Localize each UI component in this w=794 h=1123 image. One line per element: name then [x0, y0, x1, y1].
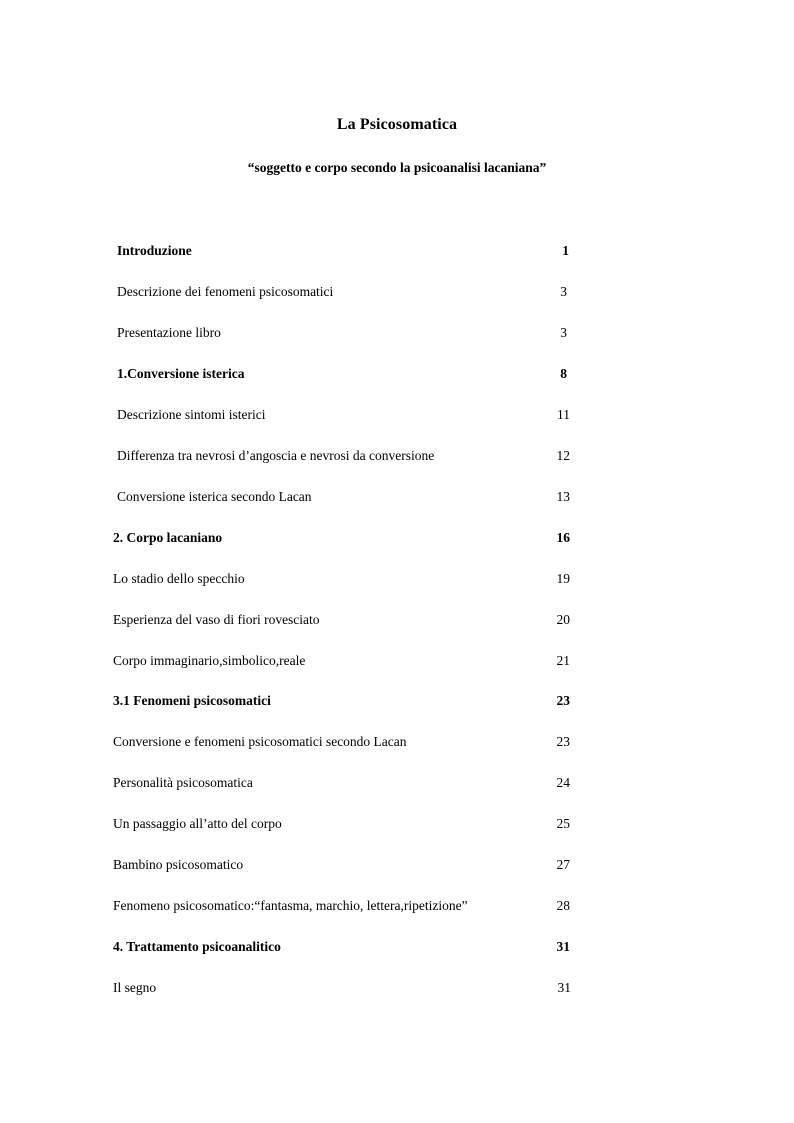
toc-entry-passaggio-atto [113, 814, 570, 834]
toc-entry-presentazione-libro [117, 323, 567, 343]
toc-entry-vaso-fiori [113, 610, 570, 630]
toc-entry-label: Corpo immaginario,simbolico,reale [113, 653, 306, 668]
toc-entry-page: 23 [556, 734, 570, 749]
toc-entry-page: 23 [556, 693, 570, 708]
toc-entry-label: Presentazione libro [117, 325, 221, 340]
toc-entry-label: Conversione e fenomeni psicosomatici secondo Lacan [113, 734, 407, 749]
toc-entry-descrizione-fenomeni [117, 282, 567, 302]
toc-entry-label: 3.1 Fenomeni psicosomatici [113, 693, 271, 708]
toc-entry-label: Lo stadio dello specchio [113, 571, 245, 586]
toc-entry-trattamento-psicoanalitico [113, 937, 570, 957]
toc-entry-stadio-specchio [113, 569, 570, 589]
toc-entry-fantasma-marchio [113, 896, 570, 916]
toc-entry-label: Un passaggio all’atto del corpo [113, 816, 282, 831]
document-title: La Psicosomatica [336, 116, 458, 133]
toc-entry-page: 3 [560, 325, 567, 340]
toc-entry-conversione-lacan [117, 487, 570, 507]
toc-entry-page: 31 [557, 980, 571, 995]
toc-entry-page: 20 [556, 612, 570, 627]
toc-entry-page: 31 [556, 939, 570, 954]
toc-entry-page: 25 [556, 816, 570, 831]
toc-entry-sintomi-isterici [117, 405, 570, 425]
toc-entry-label: 1.Conversione isterica [117, 366, 245, 381]
toc-entry-page: 27 [556, 857, 570, 872]
toc-entry-il-segno [113, 978, 571, 998]
toc-entry-page: 1 [562, 243, 569, 258]
document-subtitle: “soggetto e corpo secondo la psicoanalisi lacaniana” [247, 160, 547, 175]
toc-entry-label: Introduzione [117, 243, 192, 258]
toc-entry-page: 3 [560, 284, 567, 299]
toc-entry-label: Fenomeno psicosomatico:“fantasma, marchio, lettera,ripetizione” [113, 898, 468, 913]
toc-entry-label: Descrizione sintomi isterici [117, 407, 266, 422]
toc-entry-page: 12 [556, 448, 570, 463]
toc-entry-conversione-isterica [117, 364, 567, 384]
toc-entry-page: 11 [557, 407, 570, 422]
toc-entry-page: 16 [556, 530, 570, 545]
toc-entry-page: 13 [556, 489, 570, 504]
toc-entry-conversione-fenomeni-lacan [113, 732, 570, 752]
toc-entry-page: 24 [556, 775, 570, 790]
toc-entry-bambino-psicosomatico [113, 855, 570, 875]
toc-entry-page: 19 [556, 571, 570, 586]
toc-entry-label: Descrizione dei fenomeni psicosomatici [117, 284, 334, 299]
toc-entry-corpo-immaginario [113, 651, 570, 671]
toc-entry-label: 2. Corpo lacaniano [113, 530, 223, 545]
toc-entry-page: 28 [556, 898, 570, 913]
toc-entry-label: Conversione isterica secondo Lacan [117, 489, 312, 504]
toc-entry-fenomeni-psicosomatici [113, 691, 570, 711]
toc-entry-page: 8 [560, 366, 567, 381]
toc-entry-differenza-nevrosi [117, 446, 570, 466]
toc-entry-personalita-psicosomatica [113, 773, 570, 793]
toc-entry-label: Differenza tra nevrosi d’angoscia e nevrosi da conversione [117, 448, 435, 463]
toc-entry-label: Esperienza del vaso di fiori rovesciato [113, 612, 320, 627]
toc-entry-introduzione [117, 241, 569, 261]
toc-entry-label: Personalità psicosomatica [113, 775, 253, 790]
toc-entry-label: Bambino psicosomatico [113, 857, 244, 872]
toc-entry-label: Il segno [113, 980, 157, 995]
toc-entry-label: 4. Trattamento psicoanalitico [113, 939, 281, 954]
toc-entry-page: 21 [556, 653, 570, 668]
toc-entry-corpo-lacaniano [113, 528, 570, 548]
